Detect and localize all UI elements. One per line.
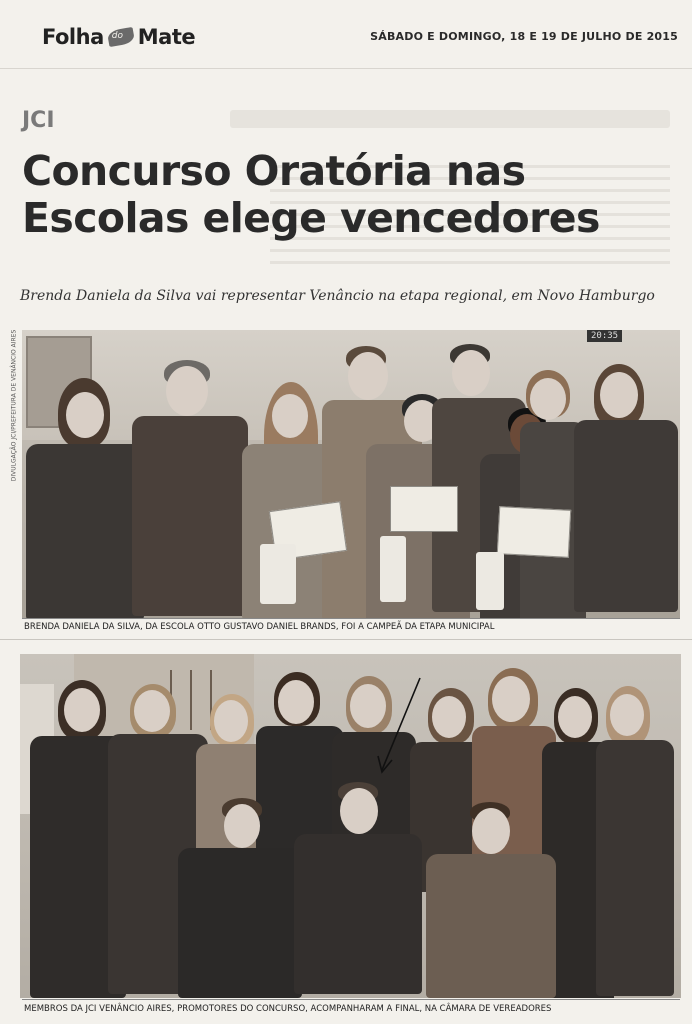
edition-date: SÁBADO E DOMINGO, 18 E 19 DE JULHO DE 2015 [370,30,678,43]
subheadline: Brenda Daniela da Silva vai representar Venâncio na etapa regional, em Novo Hamburgo [20,288,655,304]
gift-bag-3 [476,552,504,610]
certificate-2 [390,486,458,532]
headline: Concurso Oratória nas Escolas elege vencedores [22,147,600,242]
photo-credit: DIVULGAÇÃO JCI/PREFEITURA DE VENÂNCIO AIRES [10,329,18,482]
award-photo [22,330,680,618]
section-label: JCI [22,108,55,133]
photo-credit-wrap [6,330,20,490]
certificate-3 [497,506,571,558]
gift-bag-1 [260,544,296,604]
masthead-logo [42,22,195,52]
gift-bag-2 [380,536,406,602]
photo-caption-2: MEMBROS DA JCI VENÂNCIO AIRES, PROMOTORES DO CONCURSO, ACOMPANHARAM A FINAL, NA CÂMARA DE VEREADORES [22,999,680,1019]
photo-caption-1: BRENDA DANIELA DA SILVA, DA ESCOLA OTTO GUSTAVO DANIEL BRANDS, FOI A CAMPEÃ DA ETAPA MUNICIPAL [22,618,680,636]
group-photo [20,654,681,998]
header-divider [0,68,692,69]
arrow-icon [372,674,432,784]
wall-clock: 20:35 [587,330,622,342]
leaf-icon [106,27,136,47]
logo-word-mid: do [111,31,123,41]
logo-word-left: Folha [42,25,104,49]
clipping-divider [0,639,692,640]
logo-word-right: Mate [137,25,196,49]
